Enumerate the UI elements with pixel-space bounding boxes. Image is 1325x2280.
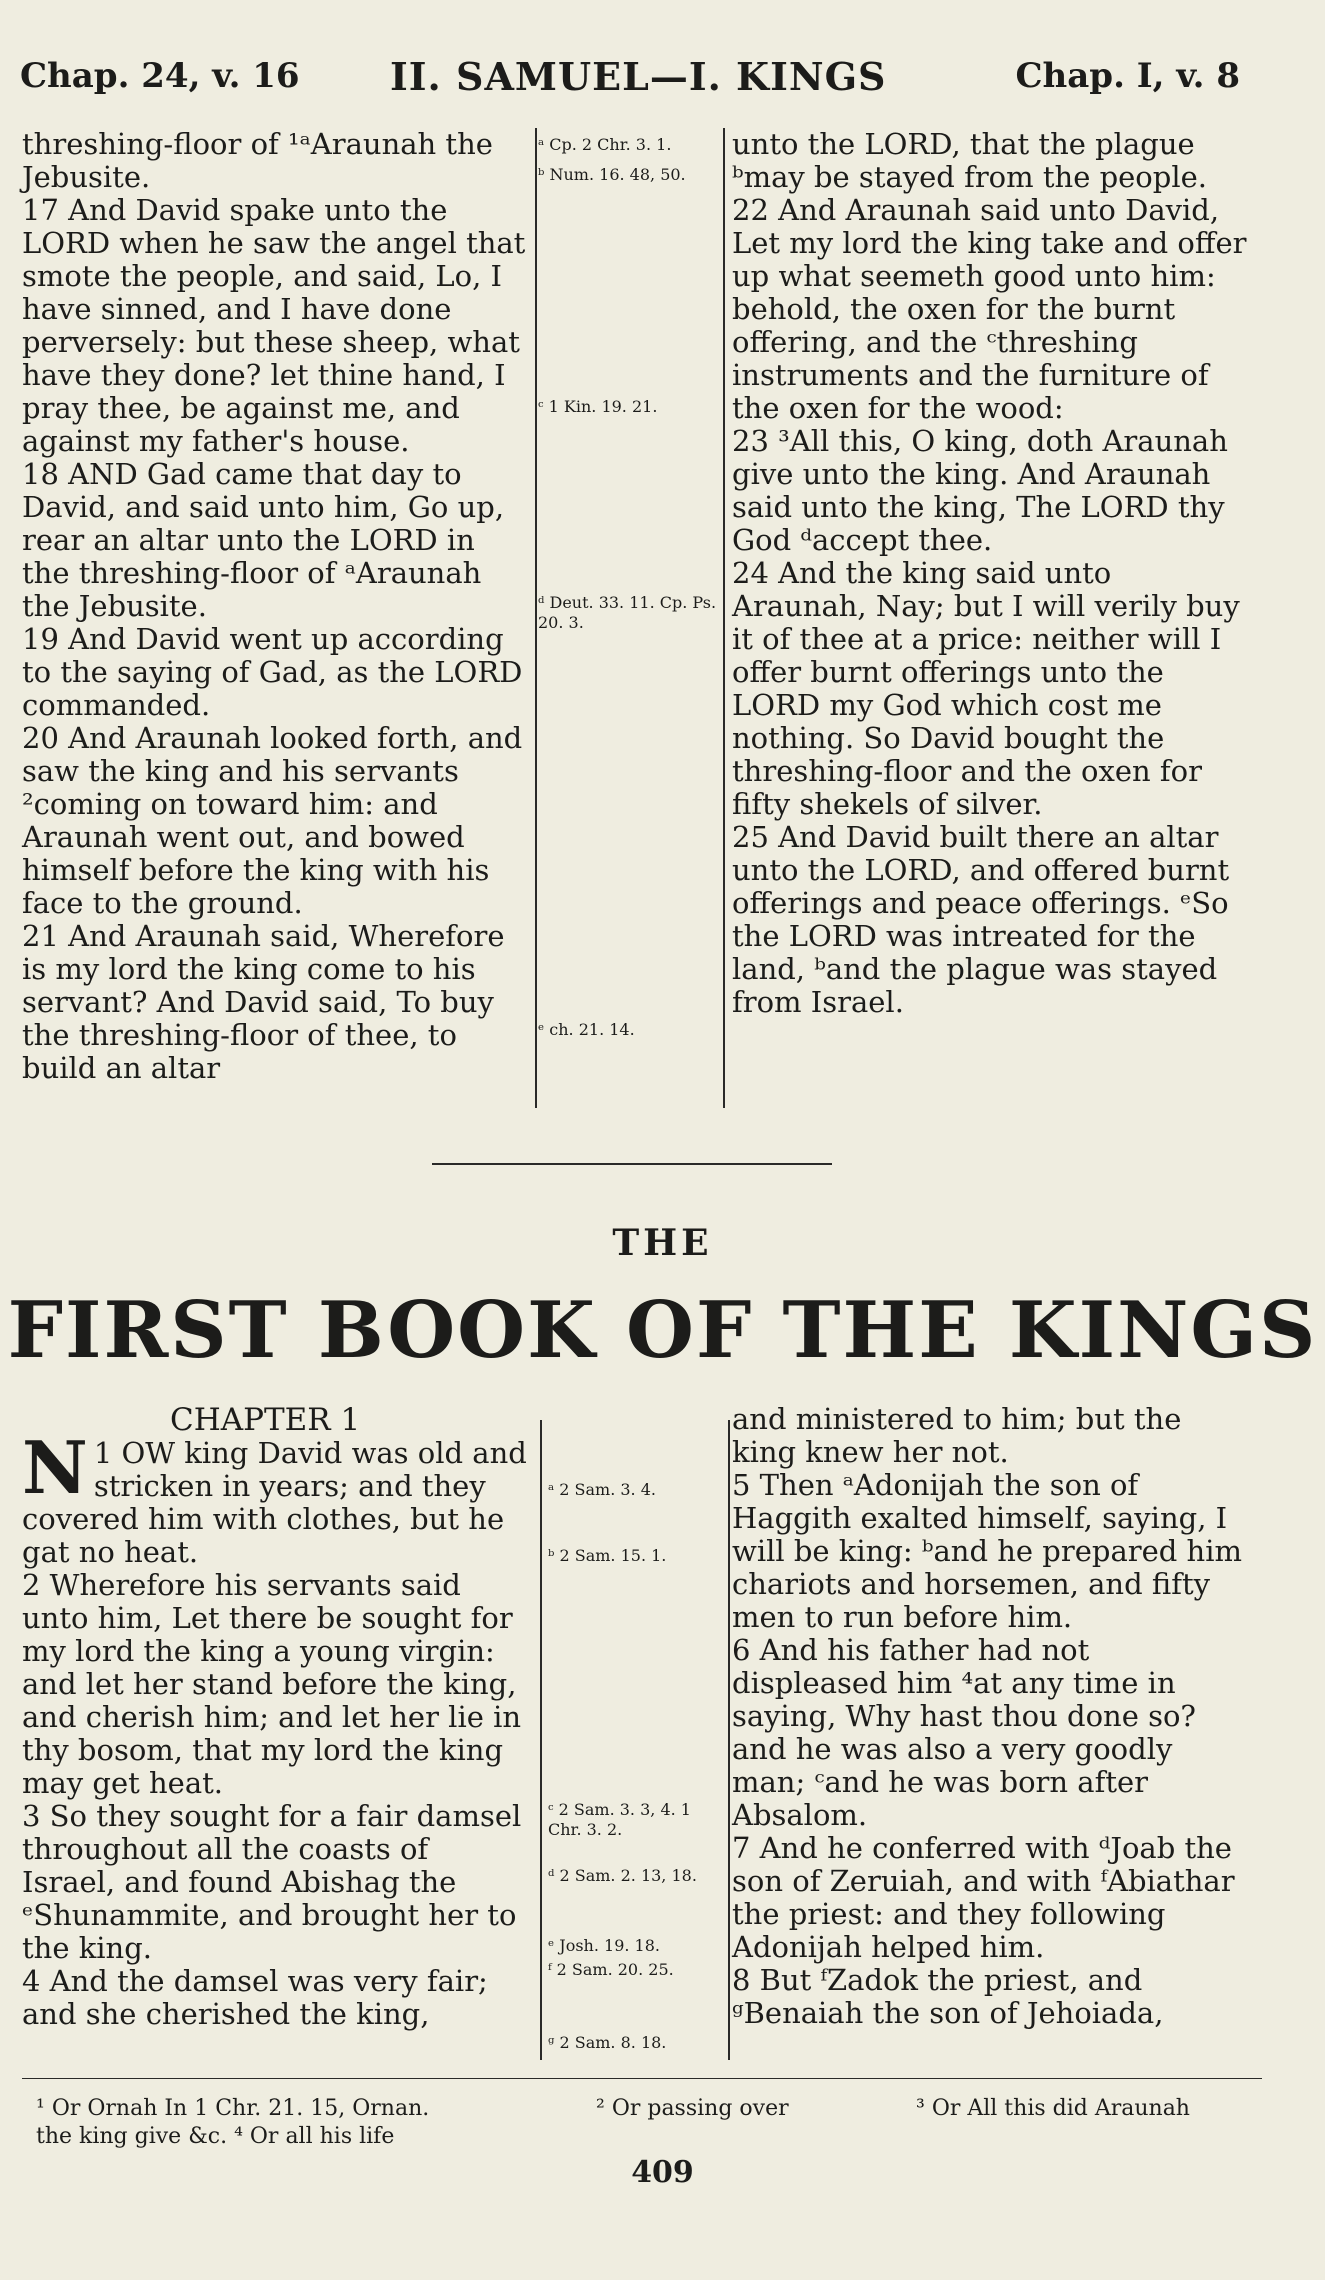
verse-text: 20 And Araunah looked forth, and saw the king and his servants ²coming on toward him: and Araunah went out, and bowed himself before the king with his face to the ground. xyxy=(22,721,523,920)
footnote: ² Or passing over xyxy=(596,2096,789,2121)
verse-text: 4 And the damsel was very fair; and she cherished the king, xyxy=(22,1964,488,2031)
chapter-heading: CHAPTER 1 xyxy=(170,1402,361,1438)
margin-ref: ᶜ 1 Kin. 19. 21. xyxy=(538,397,658,416)
verse-text xyxy=(22,1425,527,1569)
margin-ref: ᵉ ch. 21. 14. xyxy=(538,1020,635,1039)
section-divider xyxy=(432,1163,832,1165)
book-heading-the: THE xyxy=(612,1222,713,1264)
verse-text: 19 And David went up according to the saying of Gad, as the LORD commanded. xyxy=(22,622,523,722)
margin-ref: ᵇ Num. 16. 48, 50. xyxy=(538,165,686,184)
footnote: ¹ Or Ornah In 1 Chr. 21. 15, Ornan. xyxy=(36,2096,430,2121)
verse-text: 6 And his father had not displeased him ⁴at any time in saying, Why hast thou done so? and he was also a very goodly man; ᶜand he was born after Absalom. xyxy=(732,1633,1196,1832)
verse-text: threshing-floor of ¹ᵃAraunah the Jebusite. xyxy=(22,127,493,194)
running-head-right: Chap. I, v. 8 xyxy=(1015,56,1240,96)
running-head-center: II. SAMUEL—I. KINGS xyxy=(390,54,887,99)
margin-ref: ᶜ 2 Sam. 3. 3, 4. 1 Chr. 3. 2. xyxy=(548,1800,691,1839)
first-verse-text: OW king David was old and stricken in years; and they covered him with clothes, but he gat no heat. xyxy=(22,1436,527,1569)
verse-text: 3 So they sought for a fair damsel throughout all the coasts of Israel, and found Abishag the ᵉShunammite, and brought her to the king. xyxy=(22,1799,522,1965)
margin-ref: ᵃ Cp. 2 Chr. 3. 1. xyxy=(538,135,672,154)
margin-ref: ᵈ 2 Sam. 2. 13, 18. xyxy=(548,1866,697,1885)
verse-text: 21 And Araunah said, Wherefore is my lord the king come to his servant? And David said, To buy the threshing-floor of thee, to build an altar xyxy=(22,919,505,1085)
verse-text: 7 And he conferred with ᵈJoab the son of Zeruiah, and with ᶠAbiathar the priest: and they following Adonijah helped him. xyxy=(732,1831,1235,1964)
margin-ref: ᵈ Deut. 33. 11. Cp. Ps. 20. 3. xyxy=(538,593,717,632)
verse-text: 23 ³All this, O king, doth Araunah give unto the king. And Araunah said unto the king, The LORD thy God ᵈaccept thee. xyxy=(732,424,1228,557)
top-margin-references xyxy=(538,135,720,1105)
bottom-left-column xyxy=(22,1403,527,2031)
verse-text: 8 But ᶠZadok the priest, and ᵍBenaiah the son of Jehoiada, xyxy=(732,1963,1164,2030)
verse-text: 17 And David spake unto the LORD when he saw the angel that smote the people, and said, Lo, I have sinned, and I have done perversely: but these sheep, what have they done? let thine hand, I pray thee, be against me, and against my father's house. xyxy=(22,193,526,458)
verse-text: unto the LORD, that the plague ᵇmay be stayed from the people. xyxy=(732,127,1207,194)
verse-text: 25 And David built there an altar unto the LORD, and offered burnt offerings and peace offerings. ᵉSo the LORD was intreated for the land, ᵇand the plague was stayed from Israel. xyxy=(732,820,1230,1019)
verse-text: 18 AND Gad came that day to David, and said unto him, Go up, rear an altar unto the LORD in the threshing-floor of ᵃAraunah the Jebusite. xyxy=(22,457,505,623)
footnote-rule xyxy=(22,2078,1262,2079)
footnote: ³ Or All this did Araunah xyxy=(916,2096,1190,2121)
verse-text: 22 And Araunah said unto David, Let my lord the king take and offer up what seemeth good unto him: behold, the oxen for the burnt offering, and the ᶜthreshing instruments and the furniture of the oxen for the wood: xyxy=(732,193,1247,425)
margin-ref: ᵇ 2 Sam. 15. 1. xyxy=(548,1546,667,1565)
verse-text: and ministered to him; but the king knew her not. xyxy=(732,1402,1182,1469)
top-left-column xyxy=(22,128,527,1085)
column-rule-left-bottom xyxy=(540,1420,542,2060)
book-title: FIRST BOOK OF THE KINGS xyxy=(7,1285,1318,1376)
running-head xyxy=(20,52,1240,112)
column-rule-right-top xyxy=(723,128,725,1108)
drop-cap: N xyxy=(22,1425,88,1510)
footnote: the king give &c. ⁴ Or all his life xyxy=(36,2124,395,2149)
margin-ref: ᵍ 2 Sam. 8. 18. xyxy=(548,2033,667,2052)
bottom-margin-references xyxy=(548,1480,726,2055)
verse-text: 5 Then ᵃAdonijah the son of Haggith exalted himself, saying, I will be king: ᵇand he prepared him chariots and horsemen, and fifty men to run before him. xyxy=(732,1468,1242,1634)
verse-text: 2 Wherefore his servants said unto him, Let there be sought for my lord the king a young virgin: and let her stand before the king, and cherish him; and let her lie in thy bosom, that my lord the king may get heat. xyxy=(22,1568,522,1800)
verse-number: 1 xyxy=(93,1436,113,1470)
margin-ref: ᶠ 2 Sam. 20. 25. xyxy=(548,1960,674,1979)
page-number: 409 xyxy=(631,2155,694,2190)
margin-ref: ᵃ 2 Sam. 3. 4. xyxy=(548,1480,656,1499)
running-head-left: Chap. 24, v. 16 xyxy=(20,56,300,96)
column-rule-left-top xyxy=(535,128,537,1108)
column-rule-right-bottom xyxy=(728,1420,730,2060)
margin-ref: ᵉ Josh. 19. 18. xyxy=(548,1936,660,1955)
verse-text: 24 And the king said unto Araunah, Nay; but I will verily buy it of thee at a price: neither will I offer burnt offerings unto the LORD my God which cost me nothing. So David bought the threshing-floor and the oxen for fifty shekels of silver. xyxy=(732,556,1240,821)
top-right-column xyxy=(732,128,1247,1019)
bottom-right-column xyxy=(732,1403,1247,2030)
